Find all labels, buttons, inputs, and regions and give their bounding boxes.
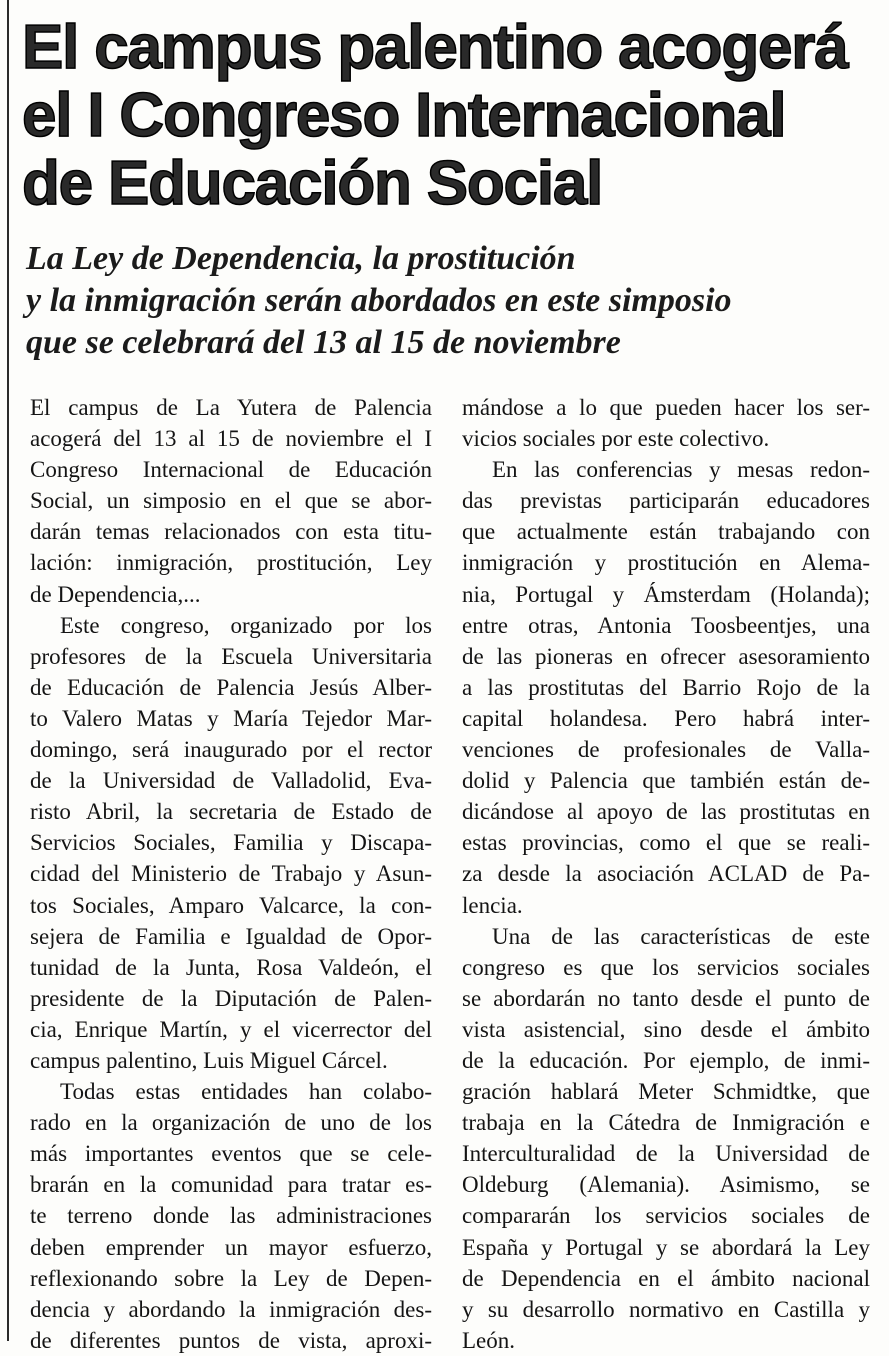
body-line: Congreso Internacional de Educación xyxy=(30,457,432,483)
body-line: de la educación. Por ejemplo, de inmi- xyxy=(462,1047,870,1073)
body-line: mándose a lo que pueden hacer los ser- xyxy=(462,395,870,420)
body-line: sejera de Familia e Igualdad de Opor- xyxy=(30,923,432,949)
body-line: rado en la organización de uno de los xyxy=(30,1110,432,1136)
subheadline-line: y la inmigración serán abordados en este simposio xyxy=(26,282,732,319)
body-line: Este congreso, organizado por los xyxy=(60,612,432,638)
body-line: dolid y Palencia que también están de- xyxy=(462,768,870,794)
body-line: dencia y abordando la inmigración des- xyxy=(30,1296,432,1322)
body-line: tos Sociales, Amparo Valcarce, la con- xyxy=(30,892,432,918)
article-paragraph xyxy=(462,392,870,454)
body-line: capital holandesa. Pero habrá inter- xyxy=(462,705,870,731)
body-line: El campus de La Yutera de Palencia xyxy=(30,395,432,420)
body-line: risto Abril, la secretaria de Estado de xyxy=(30,799,432,825)
body-line: que actualmente están trabajando con xyxy=(462,519,870,545)
body-line: gración hablará Meter Schmidtke, que xyxy=(462,1079,870,1105)
body-line: Todas estas entidades han colabo- xyxy=(60,1079,432,1105)
article-paragraph xyxy=(30,392,432,610)
subheadline-line: La Ley de Dependencia, la prostitución xyxy=(26,240,576,277)
body-line: se abordarán no tanto desde el punto de xyxy=(462,985,870,1011)
subheadline xyxy=(26,238,876,364)
article-column-left xyxy=(30,392,432,1356)
body-line: de las pioneras en ofrecer asesoramiento xyxy=(462,643,870,669)
body-line: te terreno donde las administraciones xyxy=(30,1203,432,1229)
body-line: reflexionando sobre la Ley de Depen- xyxy=(30,1265,432,1291)
body-line: y su desarrollo normativo en Castilla y xyxy=(462,1296,870,1322)
body-line: estas provincias, como el que se reali- xyxy=(462,830,870,856)
article-paragraph xyxy=(462,454,870,920)
body-line: das previstas participarán educadores xyxy=(462,488,870,514)
body-line: Servicios Sociales, Familia y Discapa- xyxy=(30,830,432,856)
body-line: de Dependencia,... xyxy=(30,581,201,607)
article-paragraph xyxy=(462,921,870,1356)
body-line: inmigración y prostitución en Alema- xyxy=(462,550,870,576)
body-line: presidente de la Diputación de Palen- xyxy=(30,985,432,1011)
body-line: entre otras, Antonia Toosbeentjes, una xyxy=(462,612,870,638)
headline-line: el I Congreso Internacional xyxy=(22,81,786,150)
body-line: lación: inmigración, prostitución, Ley xyxy=(30,550,432,576)
body-line: España y Portugal y se abordará la Ley xyxy=(462,1234,870,1260)
body-line: más importantes eventos que se cele- xyxy=(30,1141,432,1167)
body-line: za desde la asociación ACLAD de Pa- xyxy=(462,861,870,887)
column-rule xyxy=(7,0,9,1341)
body-line: vicios sociales por este colectivo. xyxy=(462,426,770,452)
body-line: acogerá del 13 al 15 de noviembre el I xyxy=(30,426,432,452)
body-line: León. xyxy=(462,1327,516,1353)
body-line: campus palentino, Luis Miguel Cárcel. xyxy=(30,1047,388,1073)
body-line: de Dependencia en el ámbito nacional xyxy=(462,1265,870,1291)
body-line: trabaja en la Cátedra de Inmigración e xyxy=(462,1110,870,1136)
body-line: tunidad de la Junta, Rosa Valdeón, el xyxy=(30,954,432,980)
body-line: domingo, será inaugurado por el rector xyxy=(30,737,432,763)
body-line: Interculturalidad de la Universidad de xyxy=(462,1141,870,1167)
body-line: Una de las características de este xyxy=(492,923,870,949)
body-line: En las conferencias y mesas redon- xyxy=(492,457,870,483)
subheadline-line: que se celebrará del 13 al 15 de noviembre xyxy=(26,324,621,361)
body-line: congreso es que los servicios sociales xyxy=(462,954,870,980)
body-line: brarán en la comunidad para tratar es- xyxy=(30,1172,432,1198)
body-line: de diferentes puntos de vista, aproxi- xyxy=(30,1327,432,1353)
body-line: Social, un simposio en el que se abor- xyxy=(30,488,432,514)
body-line: profesores de la Escuela Universitaria xyxy=(30,643,432,669)
headline xyxy=(22,14,882,218)
body-line: nia, Portugal y Ámsterdam (Holanda); xyxy=(462,581,870,607)
body-line: darán temas relacionados con esta titu- xyxy=(30,519,432,545)
body-line: vista asistencial, sino desde el ámbito xyxy=(462,1016,870,1042)
body-line: venciones de profesionales de Valla- xyxy=(462,737,870,763)
body-line: to Valero Matas y María Tejedor Mar- xyxy=(30,705,432,731)
article-paragraph xyxy=(30,1076,432,1356)
article-column-right xyxy=(462,392,870,1356)
body-line: cidad del Ministerio de Trabajo y Asun- xyxy=(30,861,432,887)
article-paragraph xyxy=(30,610,432,1076)
headline-line: El campus palentino acogerá xyxy=(22,13,848,82)
headline-line: de Educación Social xyxy=(22,149,603,218)
body-line: dicándose al apoyo de las prostitutas en xyxy=(462,799,870,825)
body-line: compararán los servicios sociales de xyxy=(462,1203,870,1229)
body-line: de Educación de Palencia Jesús Alber- xyxy=(30,674,432,700)
body-line: cia, Enrique Martín, y el vicerrector del xyxy=(30,1016,432,1042)
body-line: deben emprender un mayor esfuerzo, xyxy=(30,1234,432,1260)
body-line: Oldeburg (Alemania). Asimismo, se xyxy=(462,1172,870,1198)
body-line: a las prostitutas del Barrio Rojo de la xyxy=(462,674,870,700)
body-line: de la Universidad de Valladolid, Eva- xyxy=(30,768,432,794)
body-line: lencia. xyxy=(462,892,523,918)
